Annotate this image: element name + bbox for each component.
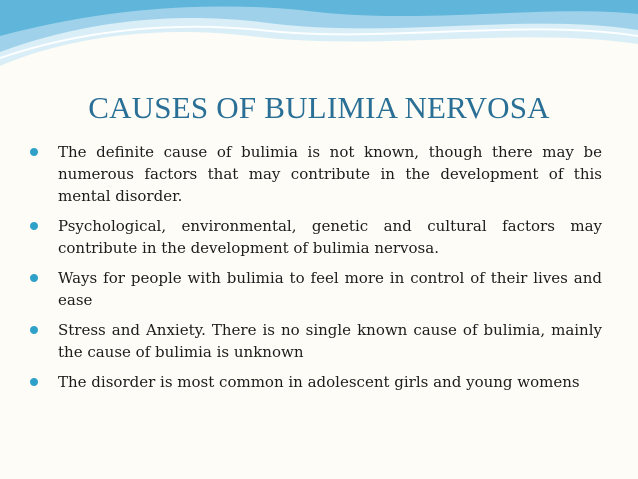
bullet-dot-icon <box>30 222 38 230</box>
slide-title: CAUSES OF BULIMIA NERVOSA <box>88 90 550 125</box>
bullet-item <box>28 319 602 363</box>
bullet-text: Ways for people with bulimia to feel more in control of their lives and ease <box>58 269 602 309</box>
header-wave-decoration <box>0 0 638 72</box>
bullet-item <box>28 215 602 259</box>
bullet-text: Psychological, environmental, genetic and cultural factors may contribute in the development of bulimia nervosa. <box>58 217 602 257</box>
bullet-dot-icon <box>30 274 38 282</box>
bullet-text: Stress and Anxiety. There is no single known cause of bulimia, mainly the cause of bulimia is unknown <box>58 321 602 361</box>
bullet-list <box>28 141 602 401</box>
bullet-dot-icon <box>30 326 38 334</box>
bullet-item <box>28 141 602 207</box>
bullet-dot-icon <box>30 378 38 386</box>
bullet-item <box>28 371 602 393</box>
bullet-item <box>28 267 602 311</box>
bullet-dot-icon <box>30 148 38 156</box>
bullet-text: The definite cause of bulimia is not known, though there may be numerous factors that may contribute in the development of this mental disorder. <box>58 143 602 205</box>
bullet-text: The disorder is most common in adolescent girls and young womens <box>58 373 580 391</box>
